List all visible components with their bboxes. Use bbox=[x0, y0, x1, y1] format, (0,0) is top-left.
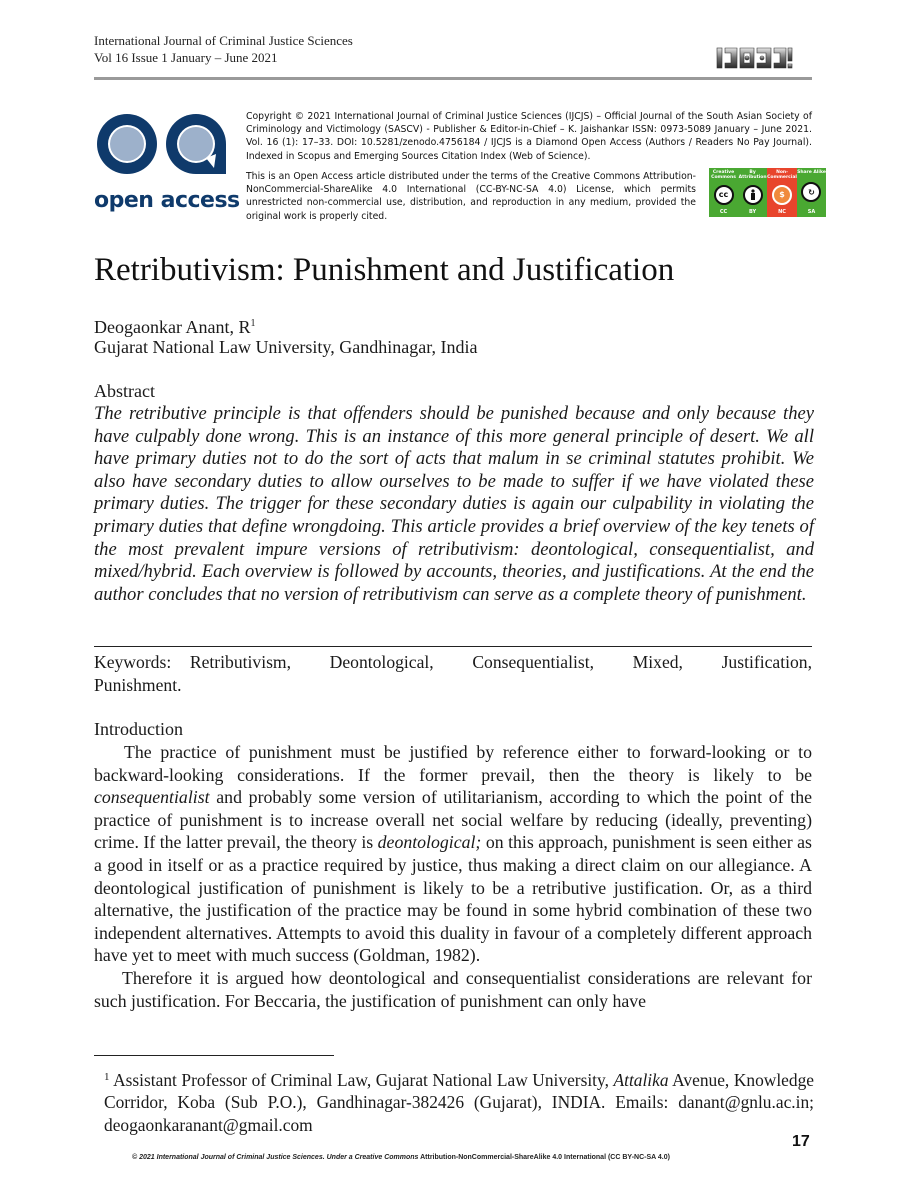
license-notice: This is an Open Access article distributed under the terms of the Creative Commons Attribution-NonCommercial-ShareAlike 4.0 International (CC-BY-NC-SA 4.0) License, which permits unrestricted non-commercial use, distribution, and reproduction in any medium, provided the original work is properly cited. bbox=[246, 171, 696, 222]
emphasis: deontological; bbox=[377, 832, 482, 853]
article-title: Retributivism: Punishment and Justification bbox=[94, 252, 675, 288]
footer-copyright: © 2021 International Journal of Criminal Justice Sciences. Under a Creative Commons bbox=[132, 1154, 419, 1161]
text-run: and probably some version of utilitarianism, according to which the point of the practice of punishment is to increase overall net social welfare by reducing (ideally, preventing) crime. If the latter prevail, the theory is bbox=[94, 787, 812, 853]
sa-label: SA bbox=[807, 209, 816, 215]
emphasis: Attalika bbox=[613, 1070, 669, 1090]
issue-info: Vol 16 Issue 1 January – June 2021 bbox=[94, 50, 278, 65]
cc-caption: Creative Commons bbox=[711, 170, 736, 180]
attribution-person-icon bbox=[743, 185, 763, 205]
open-access-label: open access bbox=[94, 188, 240, 213]
cc-by-nc-sa-badge[interactable] bbox=[709, 168, 826, 217]
keywords-list: Retributivism, Deontological, Consequentialist, Mixed, Justification, Punishment. bbox=[94, 652, 812, 695]
by-label: BY bbox=[749, 209, 757, 215]
emphasis: consequentialist bbox=[94, 787, 210, 808]
introduction-body bbox=[94, 741, 812, 1012]
text-run: The practice of punishment must be justified by reference either to forward-looking or to backward-looking considerations. If the former prevail, then the theory is likely to be bbox=[94, 742, 812, 785]
journal-name: International Journal of Criminal Justice Sciences bbox=[94, 33, 353, 48]
cc-label: CC bbox=[719, 209, 728, 215]
sa-cell bbox=[797, 168, 826, 217]
footnote bbox=[104, 1066, 814, 1136]
journal-logo-icon bbox=[715, 44, 795, 72]
paragraph bbox=[94, 741, 812, 967]
author-line bbox=[94, 313, 255, 338]
abstract-text: The retributive principle is that offenders should be punished because and only because they have culpably done wrong. This is an instance of this more general principle of desert. We all have primary duties not to do the sort of acts that malum in se criminal statutes prohibit. We also have secondary duties to allow ourselves to be made to suffer if we have violated these primary duties. The trigger for these secondary duties is again our culpability in violating the primary duties that define wrongdoing. This article provides a brief overview of the key tenets of the most prevalent impure versions of retributivism: deontological, consequentialist, and mixed/hybrid. Each overview is followed by accounts, theories, and justifications. At the end the author concludes that no version of retributivism can serve as a complete theory of punishment. bbox=[94, 403, 814, 605]
share-alike-icon: ↻ bbox=[801, 182, 821, 202]
introduction-heading: Introduction bbox=[94, 719, 183, 739]
page-number: 17 bbox=[792, 1133, 810, 1150]
cc-cell bbox=[709, 168, 738, 217]
paragraph: Therefore it is argued how deontological and consequentialist considerations are relevant for such justification. For Beccaria, the justification of punishment can only have bbox=[94, 967, 812, 1011]
text-run: on this approach, punishment is seen either as a good in itself or as a practice required by justice, thus making a direct claim on our allegiance. A deontological justification of punishment is likely to be a retributive justification. Or, as a third alternative, the justification of the practice may be found in some hybrid combination of these two independent alternatives. Attempts to avoid this duality in favour of a completely different approach have yet to meet with much success (Goldman, 1982). bbox=[94, 832, 812, 966]
footer-license: Attribution-NonCommercial-ShareAlike 4.0 International (CC BY-NC-SA 4.0) bbox=[418, 1154, 670, 1161]
abstract-divider bbox=[94, 646, 812, 647]
abstract-heading: Abstract bbox=[94, 381, 155, 401]
page-footer bbox=[132, 1154, 670, 1161]
nc-cell bbox=[767, 168, 797, 217]
non-commercial-icon: $ bbox=[772, 185, 792, 205]
header-rule bbox=[94, 77, 812, 80]
author-affiliation: Gujarat National Law University, Gandhinagar, India bbox=[94, 337, 478, 357]
creative-commons-icon: cc bbox=[714, 185, 734, 205]
by-cell bbox=[738, 168, 767, 217]
footnote-mark: 1 bbox=[104, 1071, 110, 1083]
footnote-rule bbox=[94, 1055, 334, 1056]
author-footnote-mark[interactable]: 1 bbox=[250, 318, 256, 329]
copyright-notice: Copyright © 2021 International Journal of Criminal Justice Sciences (IJCJS) – Official Journal of the South Asian Society of Criminology and Victimology (SASCV) - Publisher & Editor-in-Chief – K. Jaishankar ISSN: 0973-5089 January – June 2021. Vol. 16 (1): 17–33. DOI: 10.5281/zenodo.4756184 / IJCJS is a Diamond Open Access (Authors / Readers No Pay Journal). Indexed in Scopus and Emerging Sources Citation Index (Web of Science). bbox=[246, 111, 812, 162]
running-head bbox=[94, 32, 353, 66]
text-run: Avenue, Knowledge Corridor, Koba (Sub P.O.), Gandhinagar-382426 (Gujarat), INDIA. Emails: danant@gnlu.ac.in; deogaonkaranant@gmail.com bbox=[104, 1070, 814, 1135]
author-name: Deogaonkar Anant, R bbox=[94, 317, 251, 337]
text-run: Assistant Professor of Criminal Law, Gujarat National Law University, bbox=[109, 1070, 614, 1090]
nc-caption: Non-Commercial bbox=[767, 170, 797, 180]
nc-label: NC bbox=[778, 209, 786, 215]
by-caption: By Attribution bbox=[738, 170, 767, 180]
sa-caption: Share Alike bbox=[797, 170, 826, 175]
keywords-label: Keywords: bbox=[94, 652, 172, 672]
keywords bbox=[94, 651, 812, 696]
